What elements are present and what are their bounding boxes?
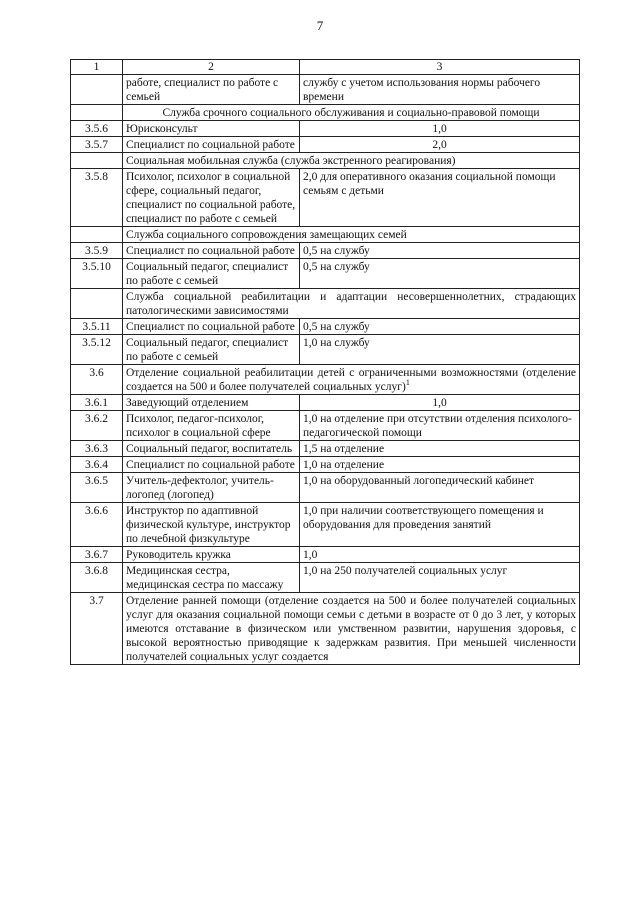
table-row [71,395,580,411]
column-header: 3 [300,60,580,75]
section-row [71,365,580,395]
column-header: 1 [71,60,123,75]
staffing-norm: 0,5 на службу [300,319,580,335]
row-number: 3.7 [71,593,123,665]
position-name: Учитель-дефектолог, учитель-логопед (логопед) [123,473,300,503]
position-name: Заведующий отделением [123,395,300,411]
row-number [71,75,123,105]
staffing-norm: 1,0 на отделение при отсутствии отделения психолого-педагогической помощи [300,411,580,441]
section-title: Служба социального сопровождения замещающих семей [126,229,407,241]
staffing-table [70,59,580,665]
table-row [71,503,580,547]
row-number: 3.5.7 [71,137,123,153]
staffing-norm: 0,5 на службу [300,259,580,289]
section-title: Отделение социальной реабилитации детей с ограниченными возможностями (отделение создается на 500 и более получателей социальных услуг) [126,367,576,393]
row-number: 3.6.8 [71,563,123,593]
section-title: Служба социальной реабилитации и адаптации несовершеннолетних, страдающих патологическими зависимостями [126,291,576,317]
section-row [71,153,580,169]
row-number: 3.6.4 [71,457,123,473]
row-number [71,105,123,121]
position-name: Инструктор по адаптивной физической культуре, инструктор по лечебной физкультуре [123,503,300,547]
position-name: Психолог, психолог в социальной сфере, социальный педагог, специалист по социальной работе, специалист по работе с семьей [123,169,300,227]
row-number [71,227,123,243]
section-row [71,227,580,243]
staffing-norm: 1,0 на службу [300,335,580,365]
position-name: Специалист по социальной работе [123,319,300,335]
table-row [71,441,580,457]
staffing-norm: 1,0 [300,121,580,137]
section-title-cell [123,227,580,243]
staffing-norm: 1,0 [300,547,580,563]
row-number: 3.6 [71,365,123,395]
row-number: 3.5.8 [71,169,123,227]
row-number: 3.5.12 [71,335,123,365]
staffing-norm: 1,5 на отделение [300,441,580,457]
position-name: Руководитель кружка [123,547,300,563]
table-row [71,75,580,105]
row-number: 3.5.9 [71,243,123,259]
position-name: Психолог, педагог-психолог, психолог в социальной сфере [123,411,300,441]
table-row [71,137,580,153]
table-row [71,563,580,593]
staffing-norm: 2,0 [300,137,580,153]
page-number: 7 [316,18,324,33]
section-title-cell [123,593,580,665]
staffing-norm: 1,0 при наличии соответствующего помещения и оборудования для проведения занятий [300,503,580,547]
column-header: 2 [123,60,300,75]
section-title-cell [123,289,580,319]
position-name: Медицинская сестра, медицинская сестра по массажу [123,563,300,593]
table-header-row [71,60,580,75]
section-title-cell [123,365,580,395]
position-name: Специалист по социальной работе [123,243,300,259]
table-row [71,259,580,289]
position-name: Социальный педагог, воспитатель [123,441,300,457]
staffing-norm: 0,5 на службу [300,243,580,259]
table-row [71,335,580,365]
row-number: 3.6.6 [71,503,123,547]
section-title-cell [123,153,580,169]
position-name: работе, специалист по работе с семьей [123,75,300,105]
table-row [71,547,580,563]
table-row [71,457,580,473]
position-name: Специалист по социальной работе [123,137,300,153]
position-name: Юрисконсульт [123,121,300,137]
position-name: Социальный педагог, специалист по работе с семьей [123,259,300,289]
section-title: Социальная мобильная служба (служба экстренного реагирования) [126,155,456,167]
row-number: 3.6.7 [71,547,123,563]
position-name: Социальный педагог, специалист по работе с семьей [123,335,300,365]
row-number: 3.6.3 [71,441,123,457]
table-row [71,319,580,335]
section-row [71,593,580,665]
staffing-norm: 2,0 для оперативного оказания социальной помощи семьям с детьми [300,169,580,227]
row-number [71,289,123,319]
row-number: 3.6.5 [71,473,123,503]
section-row [71,105,580,121]
row-number [71,153,123,169]
section-title-cell [123,105,580,121]
position-name: Специалист по социальной работе [123,457,300,473]
staffing-norm: 1,0 на 250 получателей социальных услуг [300,563,580,593]
footnote-marker: 1 [405,378,410,388]
staffing-norm: 1,0 [300,395,580,411]
staffing-norm: 1,0 на оборудованный логопедический кабинет [300,473,580,503]
section-row [71,289,580,319]
staffing-norm: 1,0 на отделение [300,457,580,473]
table-row [71,121,580,137]
table-row [71,169,580,227]
table-row [71,243,580,259]
row-number: 3.5.11 [71,319,123,335]
row-number: 3.5.10 [71,259,123,289]
row-number: 3.6.2 [71,411,123,441]
section-title: Отделение ранней помощи (отделение создается на 500 и более получателей социальных услуг для оказания социальной помощи семьи с детьми в возрасте от 0 до 3 лет, у которых имеются отставание в физическом или умственном развитии, нарушения здоровья, с высокой вероятностью приводящие к задержкам развития. При меньшей численности получателей социальных услуг создается [126,595,576,663]
table-row [71,473,580,503]
row-number: 3.6.1 [71,395,123,411]
table-row [71,411,580,441]
section-title: Служба срочного социального обслуживания и социально-правовой помощи [162,107,540,119]
row-number: 3.5.6 [71,121,123,137]
staffing-norm: службу с учетом использования нормы рабочего времени [300,75,580,105]
